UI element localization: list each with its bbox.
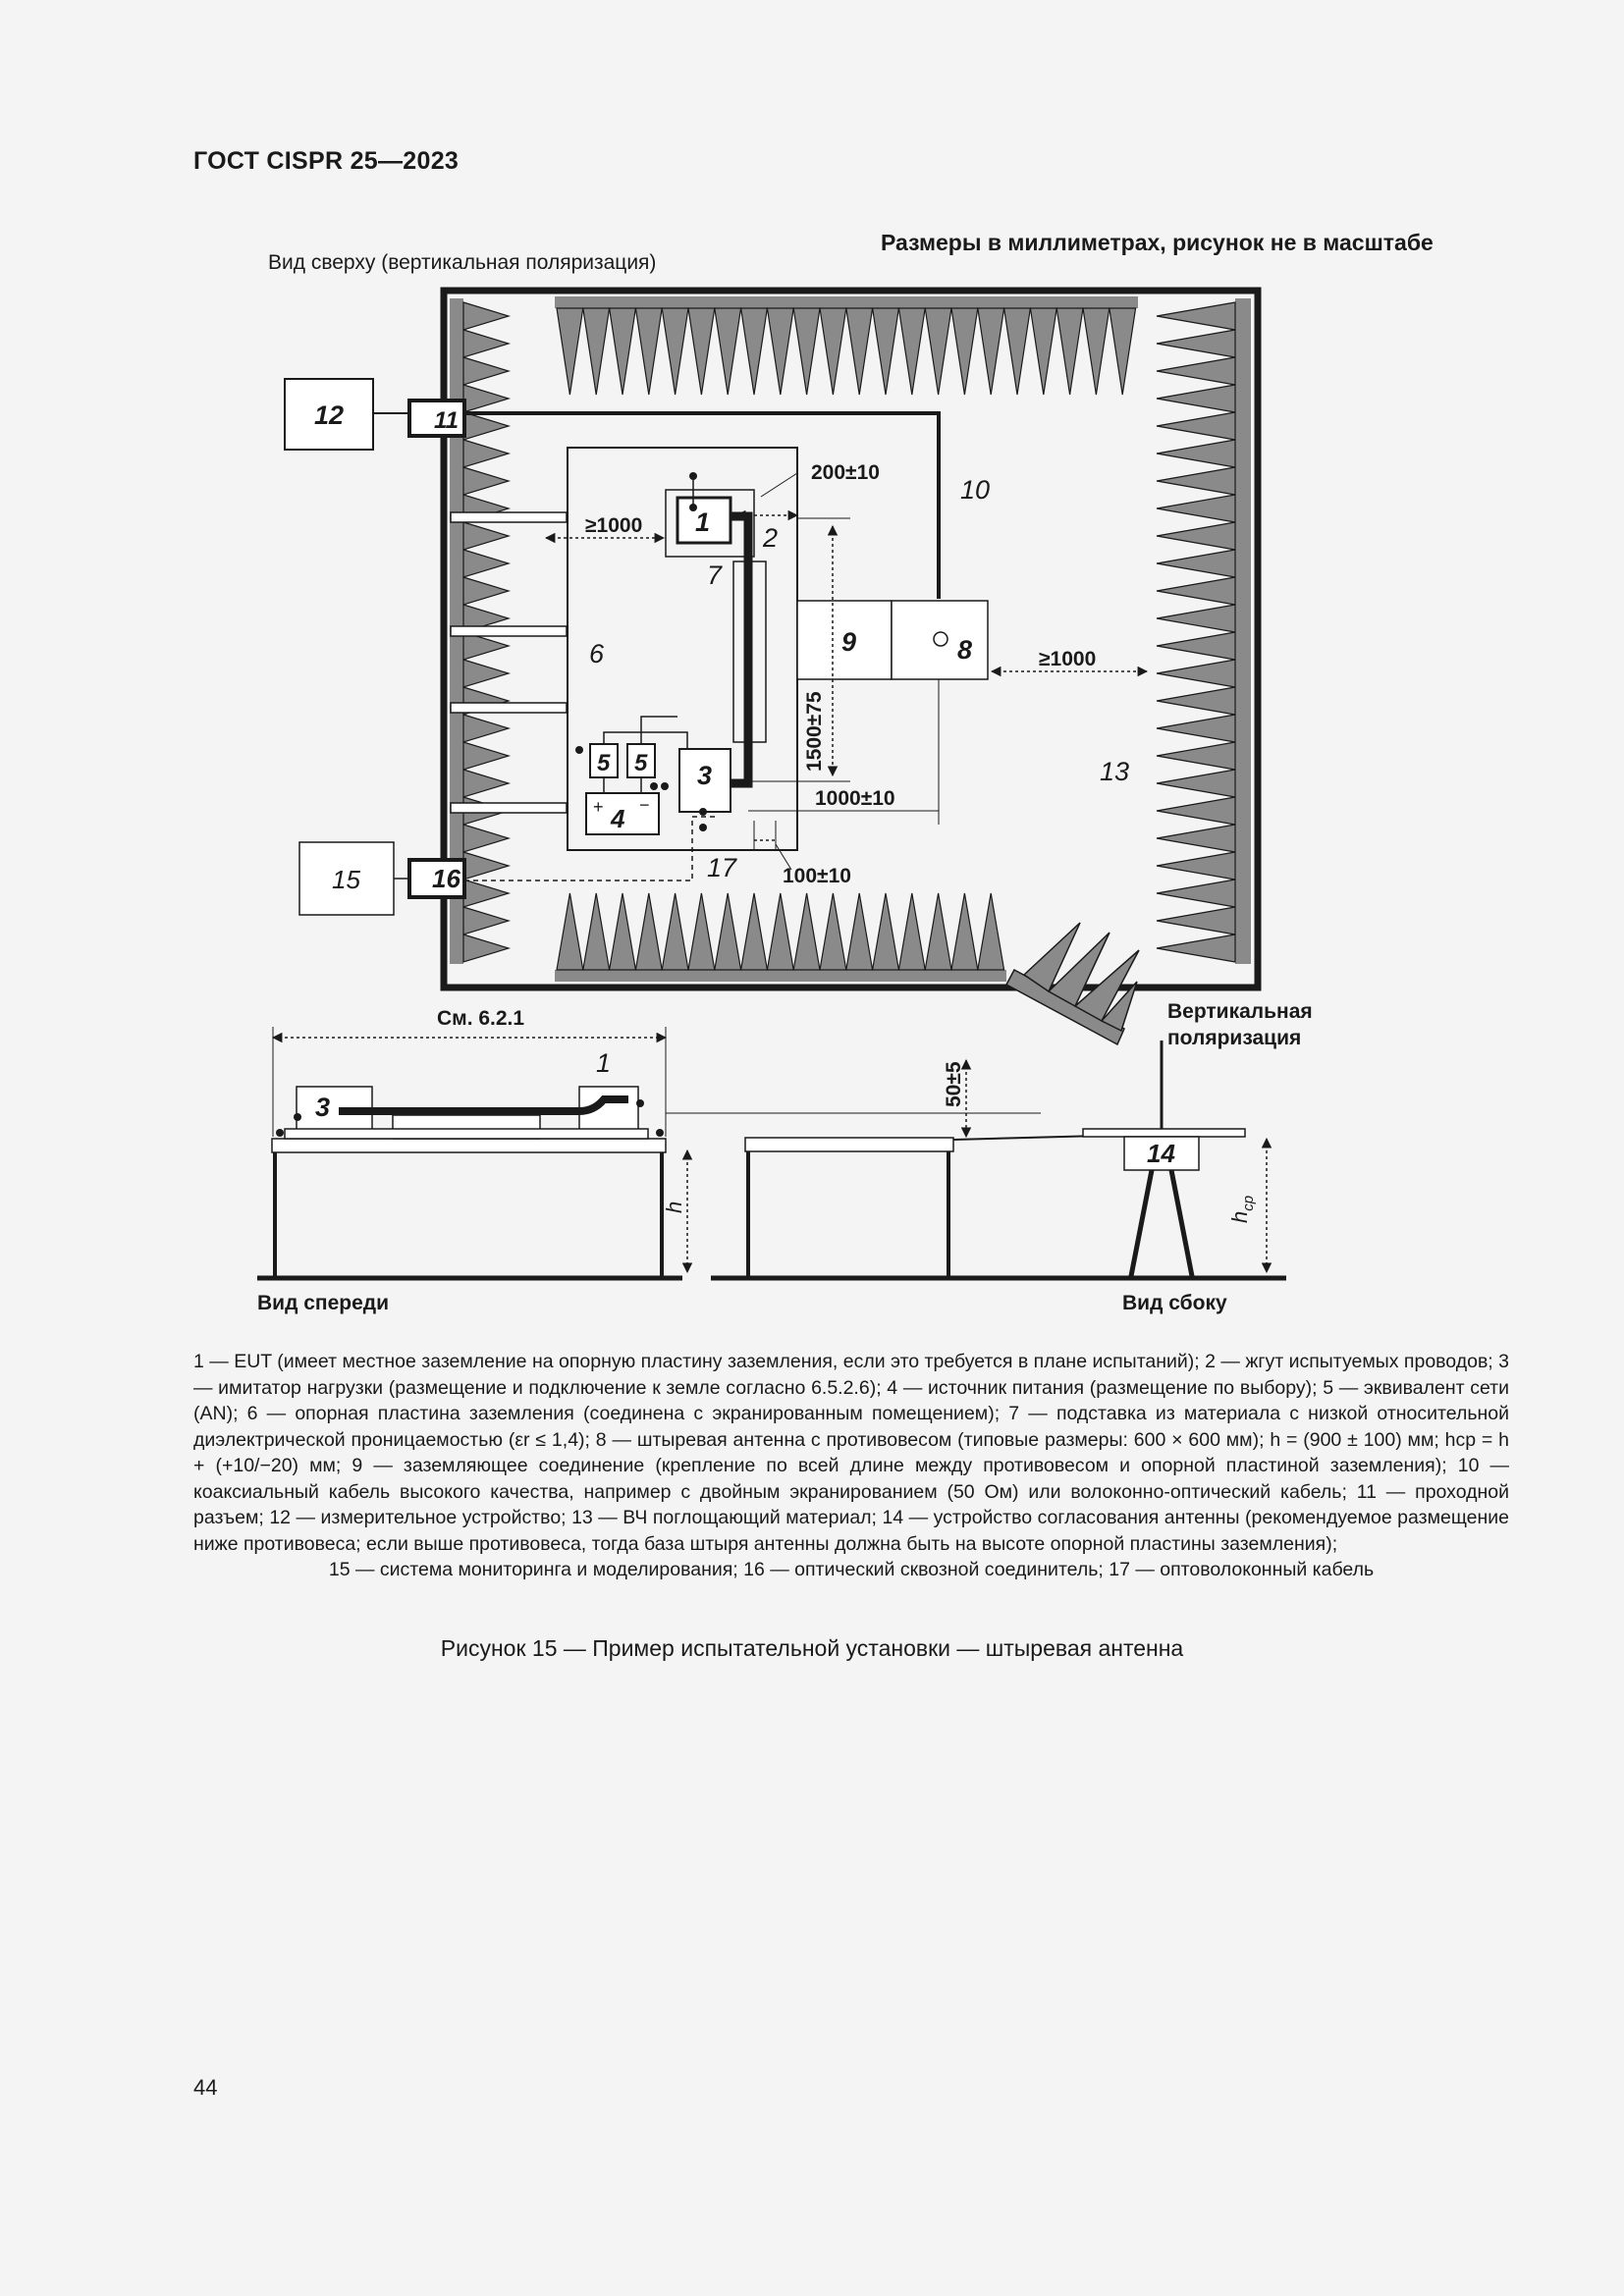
dim-hcp [1227,1196,1257,1223]
page-number: 44 [193,2075,218,2100]
absorber-cone [898,893,925,970]
dim-hcp-h: h [1227,1210,1252,1223]
absorber-cone [463,522,509,550]
absorber-cone [715,893,741,970]
absorber-cone [1157,632,1235,660]
dim-hcp-sub: ср [1240,1195,1257,1211]
figure-title: Рисунок 15 — Пример испытательной установки — штыревая антенна [440,1635,1184,1661]
dimensions-note: Размеры в миллиметрах, рисунок не в масштабе [881,230,1434,255]
absorber-cone [846,308,873,395]
callout-11: 11 [434,407,459,434]
side-view [666,1041,1286,1278]
absorber-cone [463,660,509,687]
absorber-cone [793,308,820,395]
absorber-cone [583,308,610,395]
absorber-cone [951,308,978,395]
callout-1: 1 [695,507,711,537]
absorber-cone [662,308,688,395]
callout-2: 2 [763,523,779,553]
absorber-cone [1157,302,1235,330]
callout-3-front: 3 [315,1093,331,1122]
absorber-cone [463,577,509,605]
absorber-cone [557,308,583,395]
absorber-cone [846,893,873,970]
absorber-cone [1083,308,1110,395]
absorber-cone [1157,495,1235,522]
absorber-cone [463,302,509,330]
absorber-cone [873,308,899,395]
absorber-cone [1157,770,1235,797]
see-ref-label: См. 6.2.1 [437,1007,525,1030]
absorber-cone [463,907,509,934]
legend-paragraph-1: 1 — EUT (имеет местное заземление на опорную пластину заземления, если это требуется в плане испытаний); 2 — жгут испытуемых проводов; 3 — имитатор нагрузки (размещение и подключение к земле согласно 6.5.2.6); 4 — источник питания (размещение по выбору); 5 — эквивалент сети (AN); 6 — опорная пластина заземления (соединена с экранированным помещением); 7 — подставка из материала с низкой относительной диэлектрической проницаемостью (εr ≤ 1,4); 8 — штыревая антенна с противовесом (типовые размеры: 600 × 600 мм); h = (900 ± 100) мм; hср = h + (+10/−20) мм; 9 — заземляющее соединение (крепление по всей длине между противовесом и опорной пластиной заземления); 10 — коаксиальный кабель высокого качества, например с двойным экранированием (50 Ом) или волоконно-оптический кабель; 11 — проходной разъем; 12 — измерительное устройство; 13 — ВЧ поглощающий материал; 14 — устройство согласования антенны (рекомендуемое размещение ниже противовеса; если выше противовеса, тогда база штыря антенны должна быть на высоте опорной пластины заземления); [193,1351,1509,1555]
absorber-cone [1157,907,1235,934]
callout-6: 6 [589,639,605,668]
polarization-label-1: Вертикальная [1167,1000,1313,1023]
absorber-cone [1157,660,1235,687]
document-header: ГОСТ CISPR 25—2023 [193,147,460,175]
absorber-cone [463,440,509,467]
absorber-cone [1157,605,1235,632]
absorber-cone [463,357,509,385]
corner-absorber [1006,923,1139,1044]
absorber-cone [873,893,899,970]
callout-3: 3 [697,761,713,790]
top-view-label: Вид сверху (вертикальная поляризация) [268,251,657,274]
absorber-cone [463,825,509,852]
absorber-cone [463,385,509,412]
absorber-cone [1157,330,1235,357]
absorber-cone [557,893,583,970]
callout-13: 13 [1100,757,1130,786]
absorber-cone [925,308,951,395]
absorber-cone [1157,357,1235,385]
absorber-cone [1157,385,1235,412]
callout-5a: 5 [597,750,611,776]
absorber-cone [1157,742,1235,770]
absorber-cone [662,893,688,970]
callout-8: 8 [957,635,973,665]
absorber-cone [1157,715,1235,742]
absorber-cone [1157,522,1235,550]
dim-1000-right: ≥1000 [1039,648,1097,670]
callout-14: 14 [1147,1139,1175,1168]
callout-16: 16 [432,864,460,893]
absorber-cone [1157,797,1235,825]
absorber-cone [1157,577,1235,605]
absorber-cone [610,893,636,970]
absorber-cone [767,308,793,395]
absorber-cone [1157,550,1235,577]
absorber-cone [463,330,509,357]
front-view-label: Вид спереди [257,1292,390,1314]
callout-7: 7 [707,561,723,590]
dim-50: 50±5 [943,1061,965,1107]
figure-legend [193,1349,1509,1583]
absorber-cone [793,893,820,970]
absorber-cone [820,308,846,395]
absorber-cone [635,893,662,970]
callout-17: 17 [707,853,737,882]
absorber-cone [1004,308,1031,395]
absorber-cone [1157,467,1235,495]
absorber-cone [898,308,925,395]
absorber-cone [1030,308,1056,395]
absorber-cone [688,308,715,395]
absorber-cone [463,934,509,962]
callout-10: 10 [960,475,991,505]
dim-1000: 1000±10 [815,787,895,810]
absorber-cone [767,893,793,970]
absorber-cone [951,893,978,970]
absorber-cone [741,308,768,395]
callout-5b: 5 [634,750,648,776]
absorber-cone [463,550,509,577]
absorber-cone [1157,440,1235,467]
absorber-cone [1110,308,1136,395]
absorber-cone [1157,825,1235,852]
absorber-cone [463,742,509,770]
absorber-cone [583,893,610,970]
callout-12: 12 [314,400,345,430]
absorber-cone [463,467,509,495]
side-view-label: Вид сбоку [1122,1292,1227,1314]
absorber-cone [463,412,509,440]
absorber-cone [925,893,951,970]
absorber-cone [1157,880,1235,907]
absorber-cone [1157,412,1235,440]
absorber-cone [1157,852,1235,880]
callout-1-front: 1 [596,1048,612,1078]
psu-plus: + [593,797,604,817]
absorber-cone [715,308,741,395]
callout-15: 15 [332,865,360,894]
absorber-cone [820,893,846,970]
absorber-cone [741,893,768,970]
psu-minus: − [639,795,650,815]
dim-100: 100±10 [783,865,851,887]
absorber-cone [1157,687,1235,715]
dim-200: 200±10 [811,461,880,484]
absorber-cone [978,893,1004,970]
absorber-cone [635,308,662,395]
legend-paragraph-2: 15 — система мониторинга и моделирования; 16 — оптический сквозной соединитель; 17 — оптоволоконный кабель [328,1559,1375,1580]
dim-h: h [662,1201,686,1213]
absorber-cone [463,770,509,797]
callout-4: 4 [611,804,625,833]
absorber-cone [463,852,509,880]
absorber-cone [1157,934,1235,962]
absorber-cone [978,308,1004,395]
absorber-cone [1056,308,1083,395]
dim-1500: 1500±75 [803,691,826,772]
polarization-label-2: поляризация [1167,1027,1302,1049]
absorber-cone [463,715,509,742]
dim-1000-left: ≥1000 [585,514,643,537]
callout-9: 9 [841,627,857,657]
absorber-cone [688,893,715,970]
absorber-cone [610,308,636,395]
absorber-cone [463,880,509,907]
